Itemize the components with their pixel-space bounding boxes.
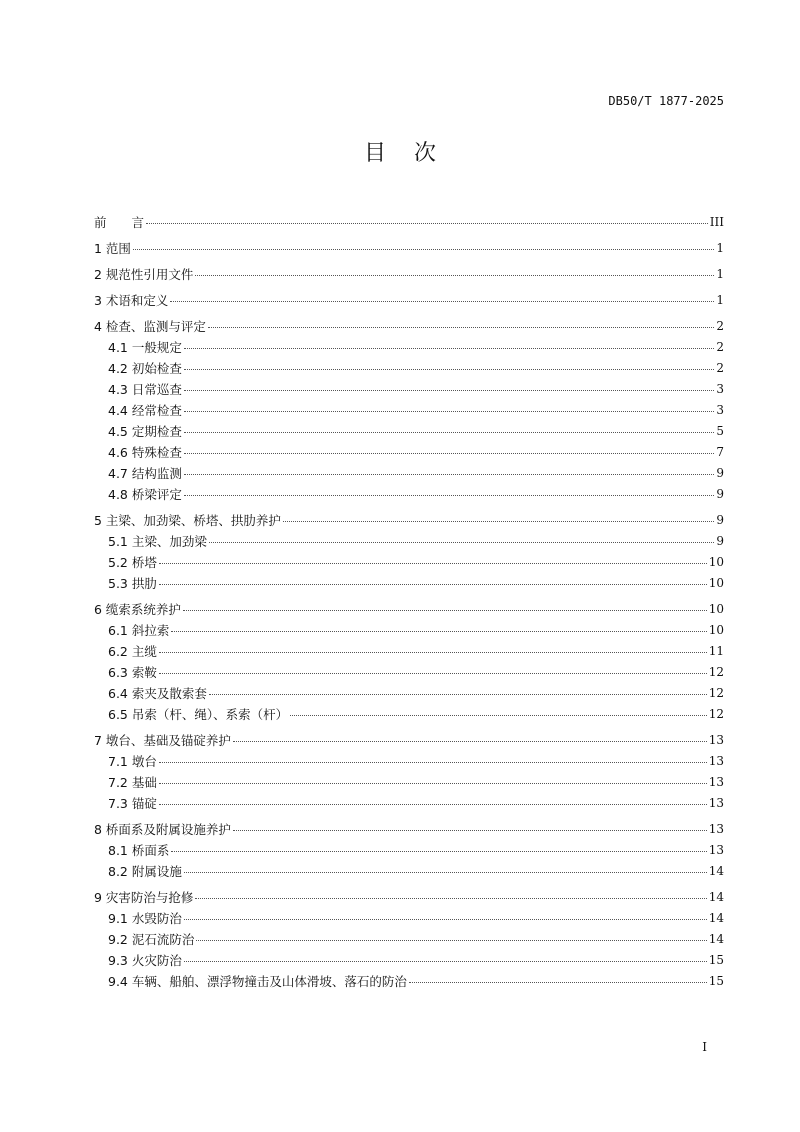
toc-entry-label: 6.4 索夹及散索套 xyxy=(108,685,207,701)
toc-entry-page: 9 xyxy=(716,486,724,501)
toc-entry-page: III xyxy=(709,214,724,229)
toc-entry[interactable] xyxy=(94,211,724,232)
toc-entry[interactable] xyxy=(94,289,724,310)
toc-entry-label: 8.1 桥面系 xyxy=(108,842,170,858)
toc-entry-page: 9 xyxy=(716,533,724,548)
toc-entry-label: 4.8 桥梁评定 xyxy=(108,486,182,502)
toc-entry-label: 5.3 拱肋 xyxy=(108,575,157,591)
toc-entry[interactable] xyxy=(94,886,724,907)
toc-entry[interactable] xyxy=(94,462,724,483)
toc-entry[interactable] xyxy=(94,818,724,839)
dot-leader xyxy=(171,631,706,632)
toc-entry-page: 1 xyxy=(716,266,724,281)
toc-entry-page: 13 xyxy=(708,774,724,789)
toc-entry[interactable] xyxy=(94,263,724,284)
toc-entry[interactable] xyxy=(94,928,724,949)
toc-entry-label: 4.3 日常巡查 xyxy=(108,381,182,397)
dot-leader xyxy=(184,872,707,873)
toc-entry-page: 12 xyxy=(708,685,724,700)
toc-entry-page: 7 xyxy=(716,444,724,459)
toc-entry-page: 10 xyxy=(708,622,724,637)
toc-entry-label: 4.4 经常检查 xyxy=(108,402,182,418)
dot-leader xyxy=(183,610,707,611)
toc-entry-page: 15 xyxy=(708,952,724,967)
toc-entry[interactable] xyxy=(94,839,724,860)
toc-entry-label: 7 墩台、基础及锚碇养护 xyxy=(94,732,231,748)
toc-entry-page: 12 xyxy=(708,706,724,721)
toc-entry-label: 9 灾害防治与抢修 xyxy=(94,889,194,905)
toc-entry-page: 14 xyxy=(708,863,724,878)
toc-entry-page: 2 xyxy=(716,339,724,354)
toc-entry-label: 7.1 墩台 xyxy=(108,753,157,769)
toc-entry-label: 1 范围 xyxy=(94,240,131,256)
dot-leader xyxy=(159,584,707,585)
toc-entry-label: 8 桥面系及附属设施养护 xyxy=(94,821,231,837)
toc-entry-page: 13 xyxy=(708,753,724,768)
dot-leader xyxy=(184,348,715,349)
toc-entry-label: 9.4 车辆、船舶、漂浮物撞击及山体滑坡、落石的防治 xyxy=(108,973,407,989)
toc-entry-label: 4.1 一般规定 xyxy=(108,339,182,355)
toc-entry[interactable] xyxy=(94,970,724,991)
toc-entry[interactable] xyxy=(94,551,724,572)
toc-entry-label: 9.3 火灾防治 xyxy=(108,952,182,968)
toc-entry[interactable] xyxy=(94,682,724,703)
toc-entry[interactable] xyxy=(94,771,724,792)
toc-entry-label: 7.2 基础 xyxy=(108,774,157,790)
toc-entry-page: 2 xyxy=(716,360,724,375)
toc-entry-page: 9 xyxy=(716,512,724,527)
dot-leader xyxy=(159,652,707,653)
toc-entry[interactable] xyxy=(94,420,724,441)
toc-entry-label: 前 言 xyxy=(94,214,145,230)
toc-entry-label: 3 术语和定义 xyxy=(94,292,169,308)
toc-entry[interactable] xyxy=(94,703,724,724)
toc-entry-page: 12 xyxy=(708,664,724,679)
dot-leader xyxy=(195,898,706,899)
toc-entry-page: 13 xyxy=(708,732,724,747)
toc-entry[interactable] xyxy=(94,949,724,970)
toc-entry-label: 9.2 泥石流防治 xyxy=(108,931,195,947)
toc-entry[interactable] xyxy=(94,661,724,682)
toc-entry-page: 3 xyxy=(716,402,724,417)
dot-leader xyxy=(184,961,707,962)
dot-leader xyxy=(409,982,707,983)
toc-entry-label: 6.2 主缆 xyxy=(108,643,157,659)
toc-entry[interactable] xyxy=(94,315,724,336)
dot-leader xyxy=(159,673,707,674)
dot-leader xyxy=(159,783,707,784)
dot-leader xyxy=(184,411,715,412)
toc-entry-page: 14 xyxy=(708,910,724,925)
dot-leader xyxy=(233,741,707,742)
dot-leader xyxy=(184,474,715,475)
toc-entry-label: 4.5 定期检查 xyxy=(108,423,182,439)
toc-entry[interactable] xyxy=(94,640,724,661)
toc-entry[interactable] xyxy=(94,378,724,399)
toc-entry[interactable] xyxy=(94,907,724,928)
toc-entry[interactable] xyxy=(94,619,724,640)
dot-leader xyxy=(133,249,714,250)
dot-leader xyxy=(184,919,707,920)
toc-entry-page: 13 xyxy=(708,795,724,810)
dot-leader xyxy=(184,432,715,433)
toc-entry[interactable] xyxy=(94,509,724,530)
toc-entry-page: 9 xyxy=(716,465,724,480)
toc-entry[interactable] xyxy=(94,860,724,881)
dot-leader xyxy=(159,762,707,763)
toc-entry-label: 8.2 附属设施 xyxy=(108,863,182,879)
toc-entry-label: 4.7 结构监测 xyxy=(108,465,182,481)
toc-entry[interactable] xyxy=(94,598,724,619)
page-number: I xyxy=(702,1040,707,1054)
toc-entry-page: 11 xyxy=(708,643,724,658)
dot-leader xyxy=(184,390,715,391)
toc-entry[interactable] xyxy=(94,336,724,357)
toc-entry-page: 14 xyxy=(708,889,724,904)
dot-leader xyxy=(209,542,715,543)
dot-leader xyxy=(146,223,708,224)
toc-entry-label: 6 缆索系统养护 xyxy=(94,601,181,617)
dot-leader xyxy=(290,715,707,716)
toc-entry[interactable] xyxy=(94,572,724,593)
toc-entry-label: 9.1 水毁防治 xyxy=(108,910,182,926)
toc-entry[interactable] xyxy=(94,399,724,420)
dot-leader xyxy=(208,327,714,328)
toc-entry-label: 7.3 锚碇 xyxy=(108,795,157,811)
document-id: DB50/T 1877-2025 xyxy=(608,94,724,108)
toc-entry-page: 15 xyxy=(708,973,724,988)
toc-entry-page: 10 xyxy=(708,554,724,569)
toc-entry-page: 10 xyxy=(708,601,724,616)
dot-leader xyxy=(171,851,706,852)
toc-entry-label: 2 规范性引用文件 xyxy=(94,266,194,282)
toc-entry-page: 10 xyxy=(708,575,724,590)
dot-leader xyxy=(159,804,707,805)
dot-leader xyxy=(209,694,707,695)
dot-leader xyxy=(184,369,715,370)
toc-entry-label: 4 检查、监测与评定 xyxy=(94,318,206,334)
toc-entry-page: 13 xyxy=(708,842,724,857)
toc-entry-page: 2 xyxy=(716,318,724,333)
toc-entry-label: 4.6 特殊检查 xyxy=(108,444,182,460)
toc-entry-label: 6.1 斜拉索 xyxy=(108,622,170,638)
dot-leader xyxy=(195,275,714,276)
toc-entry-label: 6.3 索鞍 xyxy=(108,664,157,680)
toc-entry-label: 6.5 吊索（杆、绳）、系索（杆） xyxy=(108,706,289,722)
toc-entry[interactable] xyxy=(94,750,724,771)
toc-entry[interactable] xyxy=(94,441,724,462)
toc-entry-page: 13 xyxy=(708,821,724,836)
toc-entry[interactable] xyxy=(94,357,724,378)
dot-leader xyxy=(184,453,715,454)
toc-entry[interactable] xyxy=(94,792,724,813)
toc-entry-label: 5 主梁、加劲梁、桥塔、拱肋养护 xyxy=(94,512,281,528)
toc-entry[interactable] xyxy=(94,729,724,750)
toc-entry[interactable] xyxy=(94,483,724,504)
toc-entry-page: 1 xyxy=(716,240,724,255)
dot-leader xyxy=(170,301,714,302)
toc-entry-page: 14 xyxy=(708,931,724,946)
dot-leader xyxy=(196,940,706,941)
dot-leader xyxy=(184,495,715,496)
toc-entry-page: 3 xyxy=(716,381,724,396)
toc-entry-page: 5 xyxy=(716,423,724,438)
toc-entry[interactable] xyxy=(94,530,724,551)
dot-leader xyxy=(159,563,707,564)
dot-leader xyxy=(283,521,714,522)
toc-entry[interactable] xyxy=(94,237,724,258)
page-title: 目次 xyxy=(363,141,464,166)
table-of-contents xyxy=(94,206,724,991)
toc-entry-label: 4.2 初始检查 xyxy=(108,360,182,376)
toc-entry-label: 5.2 桥塔 xyxy=(108,554,157,570)
toc-entry-label: 5.1 主梁、加劲梁 xyxy=(108,533,207,549)
dot-leader xyxy=(233,830,707,831)
toc-entry-page: 1 xyxy=(716,292,724,307)
